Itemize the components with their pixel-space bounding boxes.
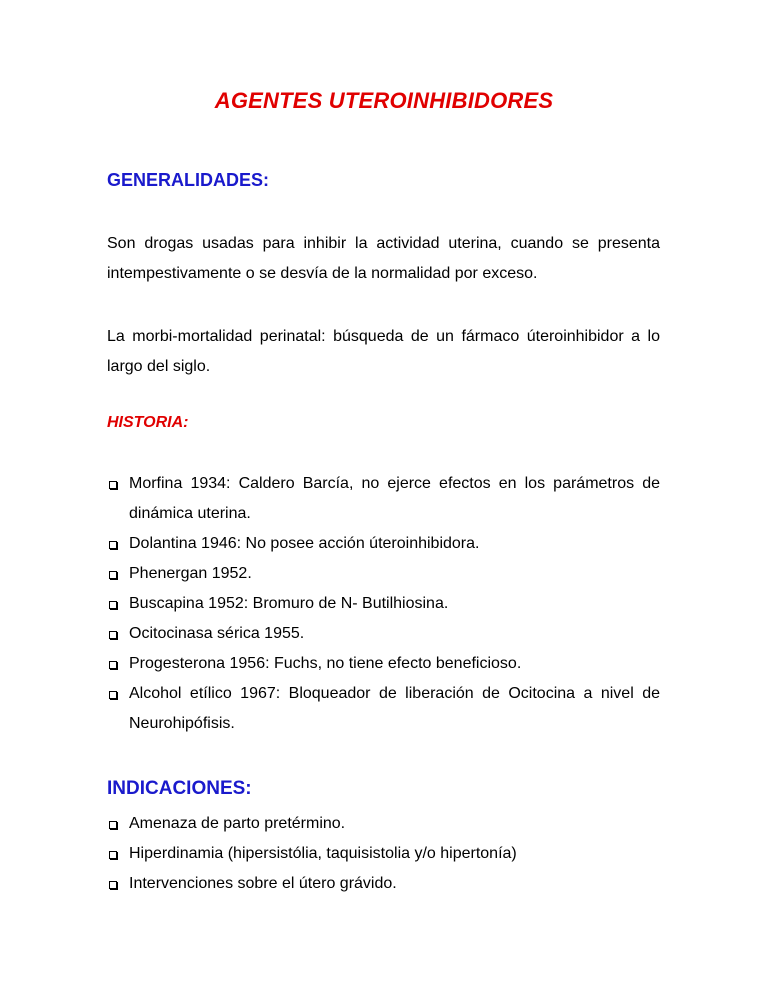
list-item [107,589,660,619]
list-item [107,649,660,679]
list-item [107,839,660,869]
list-item-text: Dolantina 1946: No posee acción úteroinhibidora. [129,535,480,552]
list-item-text: Progesterona 1956: Fuchs, no tiene efecto beneficioso. [129,655,522,672]
square-bullet-icon [109,601,117,609]
square-bullet-icon [109,881,117,889]
square-bullet-icon [109,851,117,859]
list-item-text: Alcohol etílico 1967: Bloqueador de liberación de Ocitocina a nivel de Neurohipófisis. [129,685,660,732]
list-item [107,469,660,529]
square-bullet-icon [109,821,117,829]
list-item-text: Ocitocinasa sérica 1955. [129,625,305,642]
square-bullet-icon [109,691,117,699]
document-title: AGENTES UTEROINHIBIDORES [214,88,554,113]
list-item [107,619,660,649]
list-item-text: Hiperdinamia (hipersistólia, taquisistolia y/o hipertonía) [129,845,517,862]
list-item-text: Buscapina 1952: Bromuro de N- Butilhiosina. [129,595,449,612]
heading-generalidades: GENERALIDADES: [107,170,270,190]
list-item-text: Morfina 1934: Caldero Barcía, no ejerce efectos en los parámetros de dinámica uterina. [129,475,660,522]
paragraph-definition: Son drogas usadas para inhibir la actividad uterina, cuando se presenta intempestivamente o se desvía de la normalidad por exceso. [107,235,660,282]
square-bullet-icon [109,571,117,579]
list-item [107,529,660,559]
list-item-text: Intervenciones sobre el útero grávido. [129,875,397,892]
paragraph-morbimortalidad: La morbi-mortalidad perinatal: búsqueda de un fármaco úteroinhibidor a lo largo del siglo. [107,328,660,375]
list-item-text: Phenergan 1952. [129,565,252,582]
list-item [107,679,660,739]
historia-list [107,469,660,739]
square-bullet-icon [109,631,117,639]
list-item [107,559,660,589]
square-bullet-icon [109,541,117,549]
indicaciones-list [107,809,660,899]
square-bullet-icon [109,661,117,669]
heading-historia: HISTORIA: [107,414,189,431]
list-item [107,809,660,839]
heading-indicaciones: INDICACIONES: [107,778,252,799]
list-item-text: Amenaza de parto pretérmino. [129,815,346,832]
square-bullet-icon [109,481,117,489]
list-item [107,869,660,899]
